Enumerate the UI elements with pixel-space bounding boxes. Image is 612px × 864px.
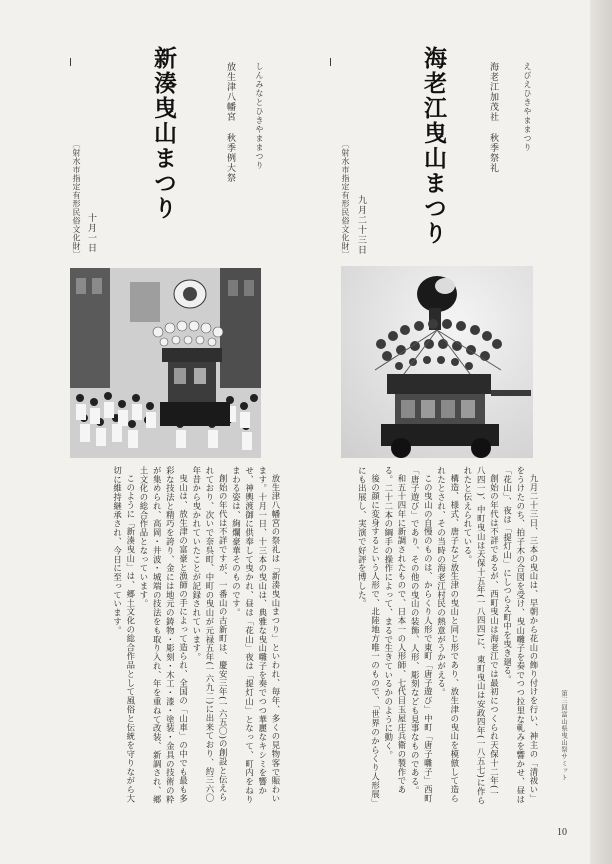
right-title-rule: [330, 58, 331, 66]
left-paragraph: 創始の年代は不詳ですが、一番山の古新町は、慶安三年(一六五〇)の創設と伝えられており、次いで奈呉町、中町の曳山が元禄五年(一六九二)に出来ており、約三六〇年昔から曳かれていたことが記録されています。: [191, 466, 229, 803]
right-reading: えびえひきやままつり: [523, 62, 532, 152]
right-title: 海老江曳山まつり: [420, 46, 447, 246]
left-title-rule: [70, 58, 71, 66]
left-paragraph: 放生津八幡宮の祭礼は「新湊曳山まつり」といわれ、毎年、多くの見物客で賑わいます。十月一日、十三本の曳山は、典雅な曳山囃子を奏でつつ華麗なキシミを響かせ、神輿渡御に供奉して曳かれ、昼は「花山」夜は「提灯山」となって、町内をねりまわる姿は、絢爛豪華そのものです。: [231, 466, 281, 804]
right-festival-photo: [341, 266, 533, 458]
hikiyama-float-image: [341, 266, 533, 458]
left-organizer: 放生津八幡宮 秋季例大祭: [225, 62, 235, 183]
page-edge: [590, 0, 612, 864]
right-paragraph: 構造、様式、唐子など放生津の曳山と同じ形であり、放生津の曳山を模倣して造られたとされ、その当時の海老江村民の熱意がうかがえる。: [436, 466, 460, 804]
right-paragraph: 創始の年代は不詳であるが、西町曳山は海老江では最初につくられ天保十二年(一八四一)、中町曳山は天保十五年(一八四四)に、東町曳山は安政四年(一八五七)に作られたと伝えられている。: [462, 466, 500, 805]
page-number: 10: [557, 827, 567, 838]
left-title: 新湊曳山まつり: [150, 46, 177, 221]
left-date: 十月一日: [86, 213, 96, 253]
left-festival-photo: [70, 268, 261, 458]
right-organizer: 海老江加茂社 秋季祭礼: [488, 62, 498, 173]
right-paragraph: この曳山の自慢のものは、からくり人形で東町「唐子遊び」中町「唐子囃子」西町「唐子遊び」であり、その他の曳山の装飾、人形、彫刻なども見事なものである。: [410, 466, 434, 804]
left-designation: 〔射水市指定有形民俗文化財〕: [72, 140, 81, 259]
left-reading: しんみなとひきやままつり: [255, 62, 264, 170]
right-paragraph: 和五十四年に新調されたもので、日本一の人形師、七代目玉屋庄兵衛の製作である。二十二本の綱手の操作によって、まるで生きているかのように動く。: [383, 466, 407, 795]
left-paragraph: 曳山は、放生津の富豪と漁師の手によって造られ、全国の「山車」の中でも最も多彩な技法と精巧を誇り、金には地元の鋳物・彫刻・木工・漆・塗装・金具の技術の粋が集められ、高岡・井波・城端の技法をも取り入れ、年を重ねて改装、新調され、郷土文化の総合作品となっています。: [138, 466, 189, 804]
left-paragraph: このように「新湊曳山」は、郷土文化の総合作品として風俗と伝統を守りながら大切に維持継承され、今日に至っています。: [112, 466, 136, 804]
right-date: 九月二十三日: [356, 195, 366, 255]
festival-crowd-image: [70, 268, 261, 458]
publication-side-label: 第三回富山県曳山祭サミット: [560, 690, 568, 781]
right-designation: 〔射水市指定有形民俗文化財〕: [341, 140, 350, 259]
left-body-text: [62, 466, 282, 806]
right-body-text: [322, 466, 540, 806]
right-paragraph: 九月二十三日、三本の曳山は、早朝から花山の飾り付けを行い、神主の「清祓い」をうけたのち、拍子木の合図を受け、曳山囃子を奏でつつ拉里な軋みを響かせ、昼は「花山」、夜は「提灯山」にしつらえ町中を曳き廻る。: [502, 466, 539, 804]
right-paragraph: 後の顔に変身するという人形で、北陸地方唯一のもので、「世界のからくり人形展」にも出展し、実演で好評を博した。: [357, 466, 381, 804]
